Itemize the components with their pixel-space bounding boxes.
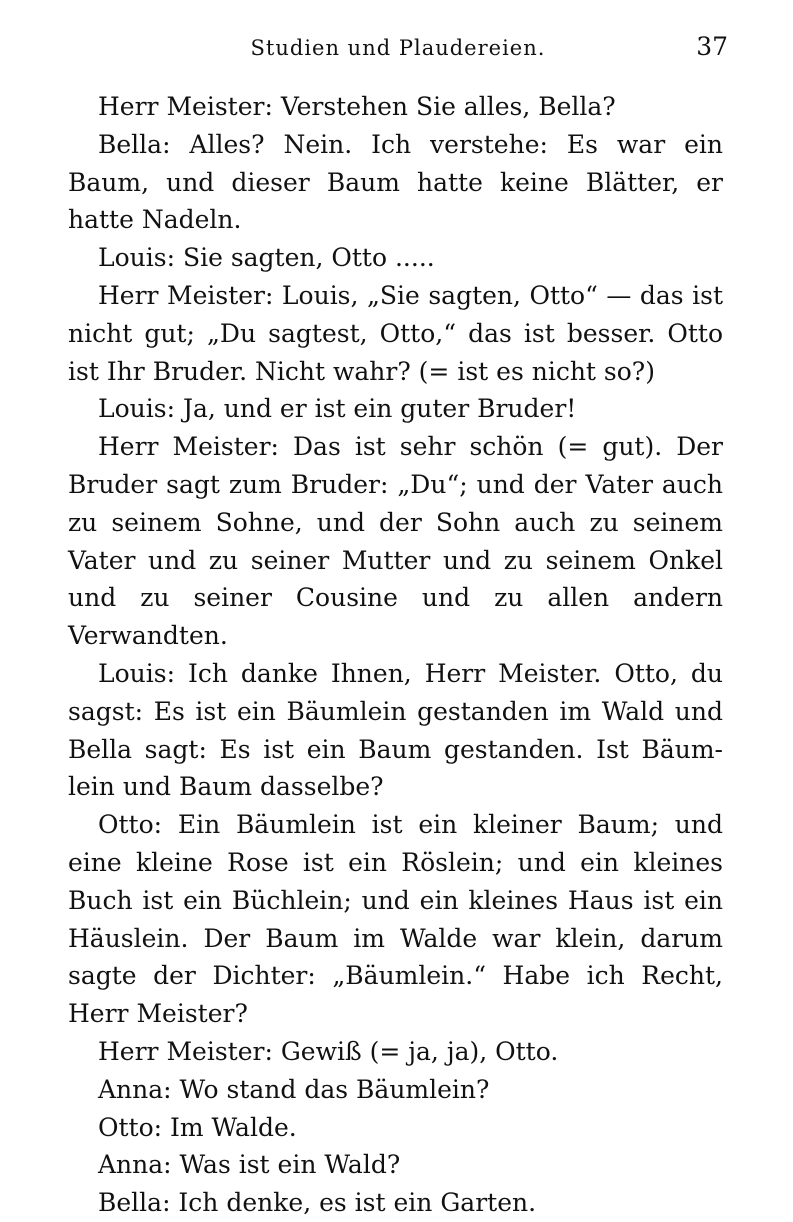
dialogue-paragraph: Herr Meister: Louis, „Sie sagten, Otto“ — das ist nicht gut; „Du sagtest, Otto,“ das ist besser. Otto ist Ihr Bruder. Nicht wahr? (= ist es nicht so?)	[68, 280, 723, 386]
dialogue-paragraph: Otto: Ein Bäumlein ist ein kleiner Baum; und eine kleine Rose ist ein Röslein; und ein kleines Buch ist ein Büchlein; und ein kleines Haus ist ein Häuslein. Der Baum im Walde war klein, darum sagte der Dichter: „Bäumlein.“ Habe ich Recht, Herr Meister?	[68, 810, 723, 1029]
dialogue-paragraph: Herr Meister: Verstehen Sie alles, Bella?	[98, 92, 616, 121]
dialogue-paragraph: Bella: Ich denke, es ist ein Garten.	[98, 1188, 537, 1218]
dialogue-paragraph: Otto: Im Walde.	[98, 1112, 297, 1142]
dialogue-paragraph: Bella: Alles? Nein. Ich verstehe: Es war ein Baum, und dieser Baum hatte keine Blätter, er hatte Nadeln.	[68, 129, 723, 235]
page-number: 37	[696, 32, 728, 61]
dialogue-paragraph: Louis: Ja, und er ist ein guter Bruder!	[98, 394, 577, 424]
dialogue-paragraph: Louis: Sie sagten, Otto .....	[98, 243, 435, 273]
dialogue-paragraph: Anna: Was ist ein Wald?	[98, 1150, 401, 1180]
page-header	[68, 30, 728, 66]
dialogue-text	[68, 88, 723, 1222]
running-title: Studien und Plaudereien.	[250, 36, 546, 60]
dialogue-paragraph: Anna: Wo stand das Bäumlein?	[98, 1074, 490, 1104]
dialogue-paragraph: Herr Meister: Das ist sehr schön (= gut). Der Bruder sagt zum Bruder: „Du“; und der Vater auch zu seinem Sohne, und der Sohn auch zu seinem Vater und zu seiner Mutter und zu seinem Onkel und zu seiner Cousine und zu allen andern Verwandten.	[68, 432, 723, 651]
dialogue-paragraph: Herr Meister: Gewiß (= ja, ja), Otto.	[98, 1036, 559, 1066]
dialogue-paragraph: Louis: Ich danke Ihnen, Herr Meister. Otto, du sagst: Es ist ein Bäumlein gestanden im Wald und Bella sagt: Es ist ein Baum gestanden. Ist Bäum-lein und Baum dasselbe?	[68, 658, 723, 802]
